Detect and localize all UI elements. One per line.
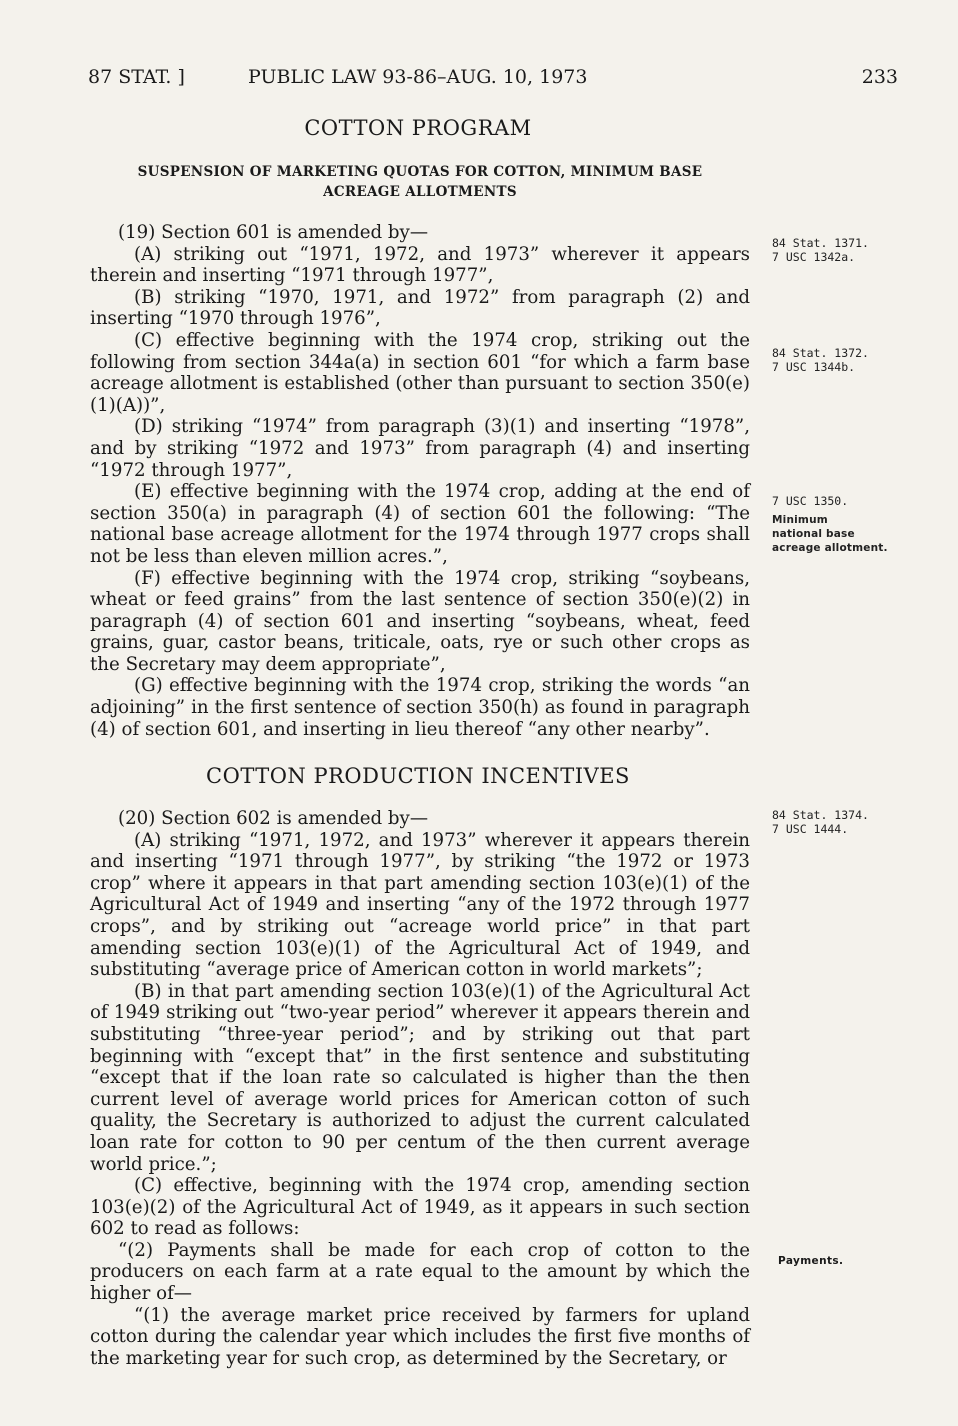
statute-volume: 87 STAT. ]	[88, 66, 185, 88]
margin-note-line: Minimum	[772, 514, 828, 526]
page-number: 233	[861, 66, 898, 88]
margin-note-line: national base	[772, 528, 855, 540]
margin-note-line: 7 USC 1344b.	[772, 360, 856, 374]
margin-note-line: 84 Stat. 1374.	[772, 808, 869, 822]
subheading-line: ACREAGE ALLOTMENTS	[323, 184, 517, 200]
clause-b: (B) in that part amending section 103(e)(1) of the Agricultural Act of 1949 striking out “two-year period” wherever it appears therein and substituting “three-year period”; and by striking out that part beginning with “except that” in the first sentence and substituting “except that if the loan rate so calculated is higher than the then current level of average world prices for American cotton of such quality, the Secretary is authorized to adjust the current calculated loan rate for cotton to 90 per centum of the then current average world price.”;	[90, 980, 750, 1175]
margin-note-2	[772, 346, 869, 374]
paragraph-20: (20) Section 602 is amended by—	[118, 808, 429, 829]
public-law-citation: PUBLIC LAW 93-86–AUG. 10, 1973	[248, 66, 588, 88]
clause-b: (B) striking “1970, 1971, and 1972” from paragraph (2) and inserting “1970 through 1976”,	[90, 286, 750, 330]
clause-e: (E) effective beginning with the 1974 crop, adding at the end of section 350(a) in paragraph (4) of section 601 the following: “The national base acreage allotment for the 1974 through 1977 crops shall not be less than eleven million acres.”,	[90, 481, 750, 567]
margin-note-line: acreage allotment.	[772, 542, 888, 554]
section-body-2	[90, 808, 750, 1369]
clause-a: (A) striking out “1971, 1972, and 1973” wherever it appears therein and inserting “1971 through 1977”,	[90, 243, 750, 287]
margin-note-line: 84 Stat. 1371.	[772, 236, 869, 250]
quoted-subparagraph-1: “(1) the average market price received by farmers for upland cotton during the calendar year which includes the first five months of the marketing year for such crop, as determined by the Secretary, or	[90, 1304, 750, 1369]
margin-note-line: 7 USC 1342a.	[772, 250, 856, 264]
subheading	[100, 162, 740, 202]
quoted-paragraph-2: “(2) Payments shall be made for each crop of cotton to the producers on each farm at a rate equal to the amount by which the higher of—	[90, 1239, 750, 1305]
margin-note-line: 84 Stat. 1372.	[772, 346, 869, 360]
margin-note-line: 7 USC 1444.	[772, 822, 849, 836]
clause-f: (F) effective beginning with the 1974 crop, striking “soybeans, wheat or feed grains” from the last sentence of section 350(e)(2) in paragraph (4) of section 601 and inserting “soybeans, wheat, feed grains, guar, castor beans, triticale, oats, rye or such other crops as the Secretary may deem appropriate”,	[90, 567, 750, 675]
margin-note-3	[772, 494, 888, 555]
paragraph-19: (19) Section 601 is amended by—	[118, 222, 429, 243]
section-title-production-incentives: COTTON PRODUCTION INCENTIVES	[206, 764, 630, 788]
clause-c: (C) effective, beginning with the 1974 crop, amending section 103(e)(2) of the Agricultural Act of 1949, as it appears in such section 602 to read as follows:	[90, 1175, 750, 1240]
section-body-1	[90, 222, 750, 740]
margin-note-1	[772, 236, 869, 264]
margin-note-4	[772, 808, 869, 836]
section-title-cotton-program: COTTON PROGRAM	[304, 116, 532, 140]
margin-note-payments: Payments.	[778, 1255, 844, 1267]
subheading-line: SUSPENSION OF MARKETING QUOTAS FOR COTTON, MINIMUM BASE	[137, 164, 703, 180]
clause-a: (A) striking “1971, 1972, and 1973” wherever it appears therein and inserting “1971 through 1977”, by striking “the 1972 or 1973 crop” where it appears in that part amending section 103(e)(1) of the Agricultural Act of 1949 and inserting “any of the 1972 through 1977 crops”, and by striking out “acreage world price” in that part amending section 103(e)(1) of the Agricultural Act of 1949, and substituting “average price of American cotton in world markets”;	[90, 829, 750, 981]
clause-c: (C) effective beginning with the 1974 crop, striking out the following from section 344a(a) in section 601 “for which a farm base acreage allotment is established (other than pursuant to section 350(e)(1)(A))”,	[90, 329, 750, 416]
page-header	[88, 66, 898, 96]
clause-d: (D) striking “1974” from paragraph (3)(1) and inserting “1978”, and by striking “1972 and 1973” from paragraph (4) and inserting “1972 through 1977”,	[90, 416, 750, 481]
margin-note-line: 7 USC 1350.	[772, 494, 849, 508]
clause-g: (G) effective beginning with the 1974 crop, striking the words “an adjoining” in the first sentence of section 350(h) as found in paragraph (4) of section 601, and inserting in lieu thereof “any other nearby”.	[90, 675, 750, 740]
